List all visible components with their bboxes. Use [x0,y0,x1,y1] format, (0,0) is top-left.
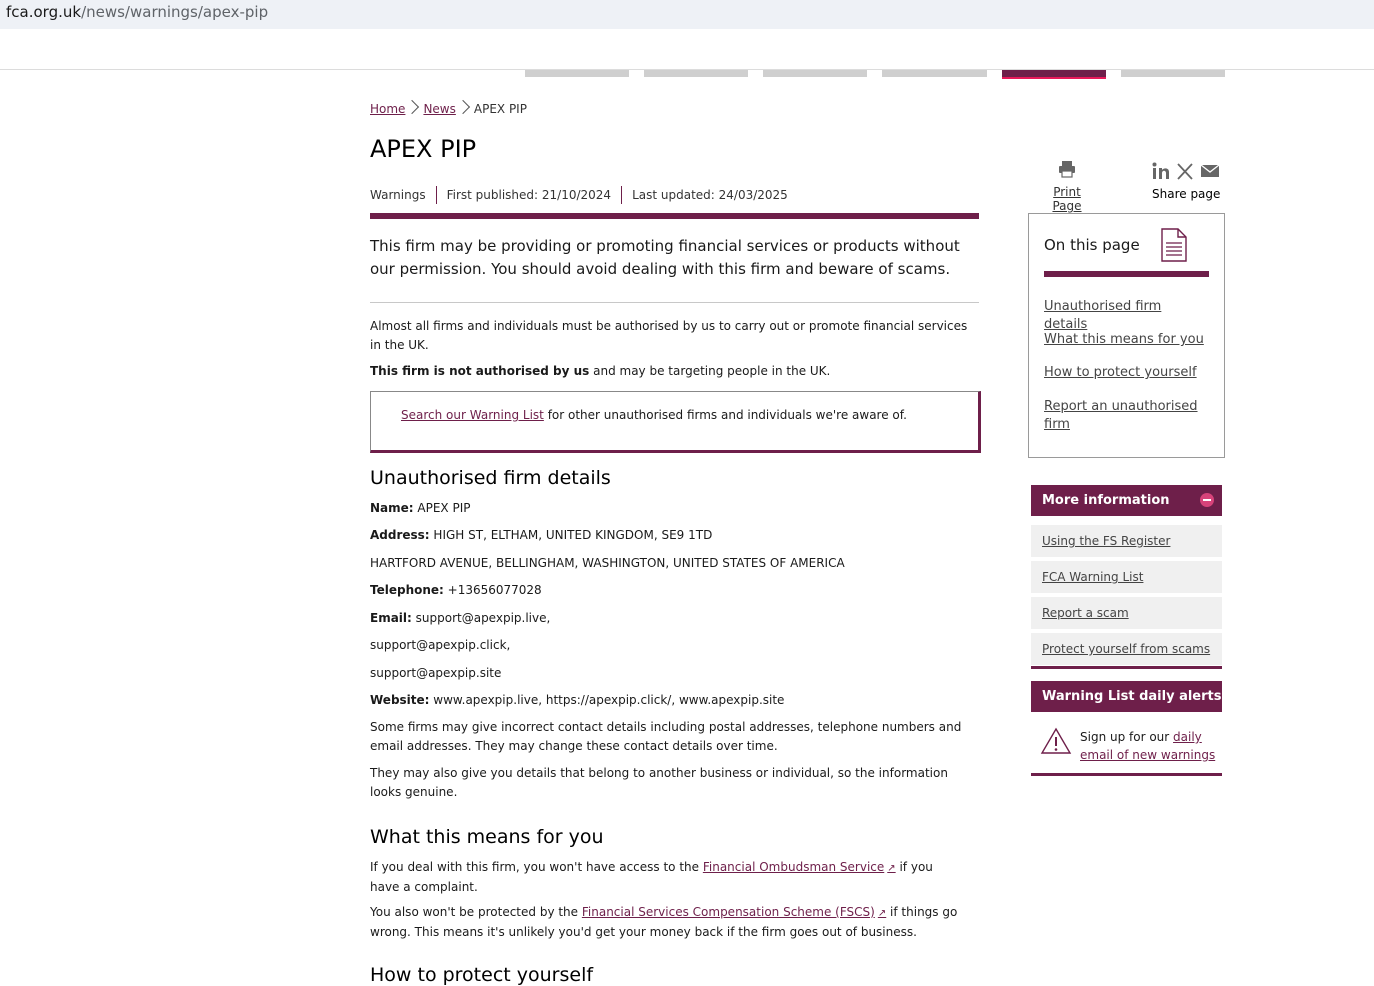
name-value: APEX PIP [413,501,471,515]
breadcrumb-home-link[interactable]: Home [370,102,406,116]
nav-tab-6[interactable] [1121,70,1225,77]
not-authorised-rest: and may be targeting people in the UK. [589,364,831,378]
warning-triangle-icon [1040,727,1072,755]
not-authorised-bold: This firm is not authorised by us [370,364,590,378]
warning-alerts-title: Warning List daily alerts [1031,681,1222,712]
address-value-1: HIGH ST, ELTHAM, UNITED KINGDOM, SE9 1TD [429,528,713,542]
firm-email [370,611,550,625]
on-this-page-rule [1044,271,1209,277]
meta-last-updated: Last updated: 24/03/2025 [621,186,798,204]
more-information-title: More information [1042,493,1170,508]
nav-tab-3[interactable] [763,70,867,77]
warning-alerts-panel [1031,681,1222,762]
page-title: APEX PIP [370,135,477,163]
share-page-label: Share page [1152,187,1221,201]
linkedin-icon[interactable] [1152,162,1170,180]
breadcrumb-news-link[interactable]: News [423,102,456,116]
means-p2-text: You also won't be protected by the [370,905,582,919]
email-value-1: support@apexpip.live, [411,611,551,625]
more-info-item [1031,525,1222,557]
on-page-link-what-this-means[interactable]: What this means for you [1044,332,1204,347]
breadcrumb [370,102,527,116]
telephone-label: Telephone: [370,583,444,597]
meta-first-published: First published: 21/10/2024 [436,186,621,204]
meta-category: Warnings [370,188,426,202]
document-icon [1160,228,1188,262]
means-paragraph-2 [370,903,979,942]
website-value: www.apexpip.live, https://apexpip.click/, www.apexpip.site [429,693,785,707]
page-tools [1037,160,1227,213]
report-scam-link[interactable]: Report a scam [1042,606,1129,620]
address-bar[interactable] [0,0,1374,29]
more-info-item [1031,633,1222,665]
intro-paragraph: Almost all firms and individuals must be authorised by us to carry out or promote financial services in the UK. [370,319,968,352]
telephone-value: +13656077028 [443,583,542,597]
collapse-icon[interactable] [1200,493,1214,507]
means-p1-text: If you deal with this firm, you won't have access to the [370,860,703,874]
search-warning-list-link[interactable]: Search our Warning List [401,408,544,422]
nav-tab-news-active[interactable] [1002,70,1106,79]
print-page-button[interactable] [1037,160,1097,213]
firm-address-2: HARTFORD AVENUE, BELLINGHAM, WASHINGTON, UNITED STATES OF AMERICA [370,556,845,570]
nav-tab-1[interactable] [525,70,629,77]
breadcrumb-current: APEX PIP [473,102,527,116]
means-p1-rest: if you have a complaint. [370,860,933,894]
on-page-link-protect-yourself[interactable]: How to protect yourself [1044,365,1197,380]
alerts-rule [1031,773,1222,776]
page-meta [370,186,798,204]
on-this-page-panel [1028,213,1225,458]
lead-divider [370,302,979,303]
chevron-right-icon [405,100,419,114]
firm-email-3: support@apexpip.site [370,666,502,680]
url-host: fca.org.uk [6,3,82,21]
financial-ombudsman-link[interactable]: Financial Ombudsman Service ↗ [703,860,896,874]
not-authorised-paragraph [370,362,979,381]
email-label: Email: [370,611,412,625]
firm-name [370,501,470,515]
firm-details-heading: Unauthorised firm details [370,467,611,489]
callout-text [401,408,907,422]
firm-website [370,693,784,707]
url-path: /news/warnings/apex-pip [81,3,269,21]
means-p2-rest: if things go wrong. This means it's unlikely you'd get your money back if the firm goes out of business. [370,905,958,939]
protect-heading: How to protect yourself [370,964,594,986]
firm-email-2: support@apexpip.click, [370,638,511,652]
nav-tab-2[interactable] [644,70,748,77]
more-info-item [1031,597,1222,629]
more-information-header[interactable] [1031,485,1222,516]
contact-note-2: They may also give you details that belong to another business or individual, so the information looks genuine. [370,766,948,799]
website-label: Website: [370,693,430,707]
name-label: Name: [370,501,414,515]
daily-email-link[interactable]: daily email of new warnings [1080,730,1216,762]
more-information-rule [1031,666,1222,669]
fca-warning-list-link[interactable]: FCA Warning List [1042,570,1144,584]
protect-from-scams-link[interactable]: Protect yourself from scams [1042,642,1211,656]
share-page [1152,160,1222,201]
more-info-item [1031,561,1222,593]
on-this-page-title: On this page [1044,236,1140,254]
contact-note-1: Some firms may give incorrect contact details including postal addresses, telephone numbers and email addresses. They may change these contact details over time. [370,720,962,753]
on-page-link-report-firm[interactable]: Report an unauthorised firm [1044,399,1198,432]
printer-icon [1058,160,1076,178]
x-twitter-icon[interactable] [1176,162,1194,180]
more-information-panel [1031,485,1222,656]
fscs-link[interactable]: Financial Services Compensation Scheme (FSCS) ↗ [582,905,886,919]
title-rule [370,213,979,219]
email-icon[interactable] [1200,163,1220,179]
print-page-label: Print Page [1052,185,1082,213]
warning-list-callout [370,391,981,453]
address-label: Address: [370,528,430,542]
nav-tab-4[interactable] [882,70,987,77]
url-text[interactable] [6,0,268,24]
alerts-text: Sign up for our [1080,730,1174,744]
firm-telephone [370,583,542,597]
alerts-signup-text [1080,728,1220,764]
callout-rest: for other unauthorised firms and individuals we're aware of. [543,408,907,422]
means-heading: What this means for you [370,826,604,848]
means-paragraph-1 [370,858,960,897]
on-page-link-firm-details[interactable]: Unauthorised firm details [1044,299,1162,332]
firm-address [370,528,712,542]
using-fs-register-link[interactable]: Using the FS Register [1042,534,1171,548]
lead-paragraph: This firm may be providing or promoting financial services or products without our permission. You should avoid dealing with this firm and beware of scams. [370,237,960,278]
chevron-right-icon [456,100,470,114]
